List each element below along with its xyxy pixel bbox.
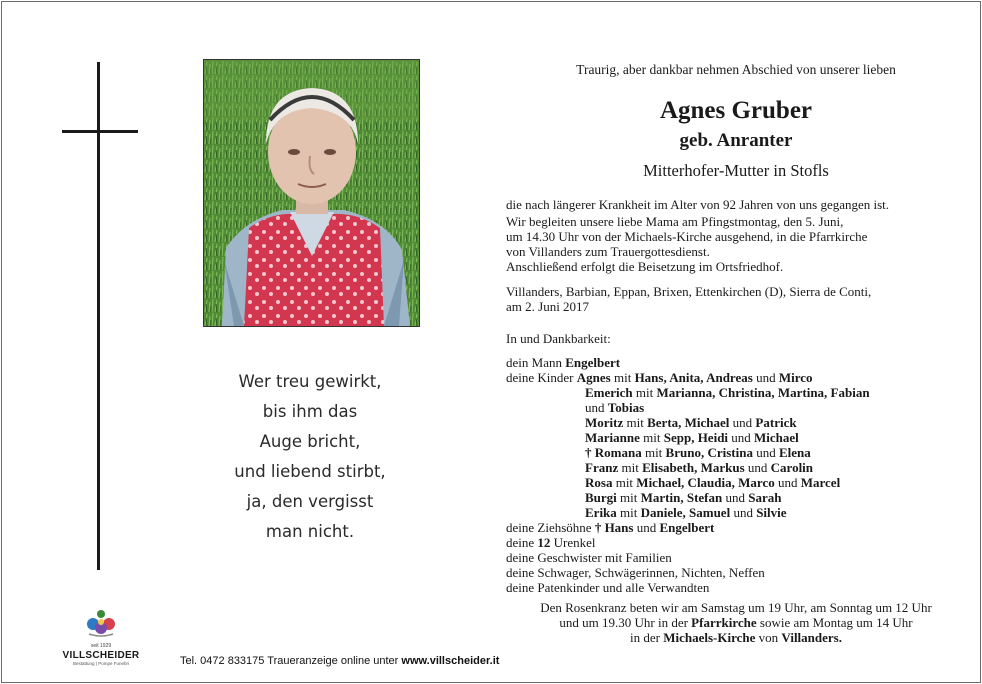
funeral-line: von Villanders zum Trauergottesdienst.: [506, 244, 710, 259]
crest-icon: [81, 608, 121, 638]
child-family-last: Michael: [754, 430, 799, 445]
gratitude-line: In und Dankbarkeit:: [506, 331, 611, 346]
child-name: Agnes: [576, 370, 611, 385]
child-row: [506, 475, 966, 490]
family-list: [506, 355, 966, 595]
funeral-line: Wir begleiten unsere liebe Mama am Pfingstmontag, den 5. Juni,: [506, 214, 844, 229]
child-family-last: Silvie: [756, 505, 787, 520]
row-connector: mit: [639, 430, 664, 445]
website-link[interactable]: www.villscheider.it: [401, 655, 500, 667]
husband-name: Engelbert: [565, 355, 621, 370]
row-connector: und: [744, 460, 771, 475]
row-suffix: Urenkel: [550, 535, 596, 550]
child-family-names: Bruno, Cristina: [665, 445, 753, 460]
deceased-cross-icon: †: [585, 445, 595, 460]
row-connector: und: [730, 505, 757, 520]
child-row: [506, 445, 966, 460]
row-connector: mit: [610, 370, 635, 385]
row-connector: und: [752, 445, 779, 460]
row-connector: mit: [616, 490, 641, 505]
row-connector: und: [633, 520, 660, 535]
child-name: Marianne: [585, 430, 640, 445]
child-family-names: Marianna, Christina, Martina, Fabian: [656, 385, 870, 400]
rosary-line: [506, 615, 966, 630]
child-name: Burgi: [585, 490, 617, 505]
child-family-last: Elena: [778, 445, 811, 460]
child-name: Romana: [594, 445, 642, 460]
places-and-date: [506, 284, 966, 314]
intro-line: Traurig, aber dankbar nehmen Abschied von unserer lieben: [576, 62, 896, 77]
child-family-last: Mirco: [778, 370, 813, 385]
child-family-names: Elisabeth, Markus: [642, 460, 745, 475]
deceased-name: Agnes Gruber: [659, 97, 813, 124]
rosary-text: sowie am Montag um 14 Uhr: [756, 615, 913, 630]
cross-vertical-bar: [97, 62, 100, 570]
contact-text: Tel. 0472 833175 Traueranzeige online unter: [180, 655, 402, 667]
rosary-text: von: [755, 630, 782, 645]
row-connector: mit: [641, 445, 666, 460]
rosary-text: und um 19.30 Uhr in der: [559, 615, 692, 630]
row-connector: und: [774, 475, 801, 490]
places-line: Villanders, Barbian, Eppan, Brixen, Ettenkirchen (D), Sierra de Conti,: [506, 284, 872, 299]
row-connector: und: [728, 430, 755, 445]
row-connector: mit: [612, 475, 637, 490]
maiden-name: geb. Anranter: [679, 130, 793, 151]
village-name: Villanders.: [781, 630, 842, 645]
funeral-details: [506, 214, 966, 274]
poem-line: und liebend stirbt,: [234, 462, 386, 481]
child-family-names: Michael, Claudia, Marco: [636, 475, 775, 490]
logo-subtitle: Bestattung | Pompe Funebri: [73, 661, 129, 666]
child-family-last: Sarah: [748, 490, 782, 505]
child-family-names: Martin, Stefan: [640, 490, 723, 505]
child-row: [506, 370, 966, 385]
funeral-home-logo: [56, 608, 146, 666]
child-name: Franz: [585, 460, 619, 475]
poem-line: ja, den vergisst: [246, 492, 374, 511]
logo-since: seit 1929: [90, 643, 112, 649]
child-family-last: Carolin: [770, 460, 814, 475]
poem-line: bis ihm das: [262, 402, 358, 421]
child-name: Erika: [585, 505, 617, 520]
row-prefix: deine Ziehsöhne: [506, 520, 595, 535]
memorial-poem: [210, 367, 410, 547]
husband-row: [506, 355, 966, 370]
row-connector: und: [729, 415, 756, 430]
foster-sons-row: [506, 520, 966, 535]
child-family-names: Sepp, Heidi: [663, 430, 729, 445]
row-connector: mit: [616, 505, 641, 520]
rosary-announcement: [506, 600, 966, 645]
child-row-continued: [506, 400, 966, 415]
siblings-row: deine Geschwister mit Familien: [506, 550, 672, 565]
church-name: Michaels-Kirche: [663, 630, 756, 645]
child-row: [506, 430, 966, 445]
rosary-text: in der: [630, 630, 664, 645]
poem-line: Wer treu gewirkt,: [238, 372, 382, 391]
row-connector: und: [752, 370, 779, 385]
child-name: Emerich: [585, 385, 633, 400]
child-family-last: Marcel: [800, 475, 841, 490]
child-row: [506, 385, 966, 400]
cross-horizontal-bar: [62, 130, 138, 133]
row-prefix: deine: [506, 535, 538, 550]
poem-line: Auge bricht,: [259, 432, 361, 451]
child-row: [506, 505, 966, 520]
row-connector: mit: [632, 385, 657, 400]
row-prefix: deine Kinder: [506, 370, 577, 385]
row-prefix: dein Mann: [506, 355, 566, 370]
row-connector: und: [585, 400, 608, 415]
great-grandchildren-count: 12: [537, 535, 551, 550]
child-family-names: Berta, Michael: [647, 415, 730, 430]
church-name: Pfarrkirche: [691, 615, 757, 630]
deceased-role: Mitterhofer-Mutter in Stofls: [643, 161, 829, 180]
child-family-last: Patrick: [755, 415, 797, 430]
logo-brand: VILLSCHEIDER: [62, 650, 140, 661]
child-name: Moritz: [585, 415, 624, 430]
child-row: [506, 415, 966, 430]
portrait-image: [204, 60, 419, 326]
foster-son-name: † Hans: [594, 520, 634, 535]
child-row: [506, 490, 966, 505]
child-family-names: Hans, Anita, Andreas: [634, 370, 753, 385]
date-line: am 2. Juni 2017: [506, 299, 590, 314]
child-name: Rosa: [585, 475, 613, 490]
child-row: [506, 460, 966, 475]
rosary-line: Den Rosenkranz beten wir am Samstag um 19 Uhr, am Sonntag um 12 Uhr: [540, 600, 932, 615]
contact-line: [180, 655, 499, 667]
godchildren-row: deine Patenkinder und alle Verwandten: [506, 580, 710, 595]
portrait-photo: [203, 59, 420, 327]
poem-line: man nicht.: [265, 522, 355, 541]
child-family-names: Daniele, Samuel: [640, 505, 731, 520]
great-grandchildren-row: [506, 535, 966, 550]
child-family-last: Tobias: [607, 400, 645, 415]
row-connector: und: [722, 490, 749, 505]
foster-son-name: Engelbert: [659, 520, 715, 535]
row-connector: mit: [618, 460, 643, 475]
funeral-line: um 14.30 Uhr von der Michaels-Kirche ausgehend, in die Pfarrkirche: [506, 229, 868, 244]
passing-statement: die nach längerer Krankheit im Alter von 92 Jahren von uns gegangen ist.: [506, 197, 890, 212]
funeral-line: Anschließend erfolgt die Beisetzung im Ortsfriedhof.: [506, 259, 784, 274]
in-laws-row: deine Schwager, Schwägerinnen, Nichten, Neffen: [506, 565, 765, 580]
rosary-line: [506, 630, 966, 645]
row-connector: mit: [623, 415, 648, 430]
